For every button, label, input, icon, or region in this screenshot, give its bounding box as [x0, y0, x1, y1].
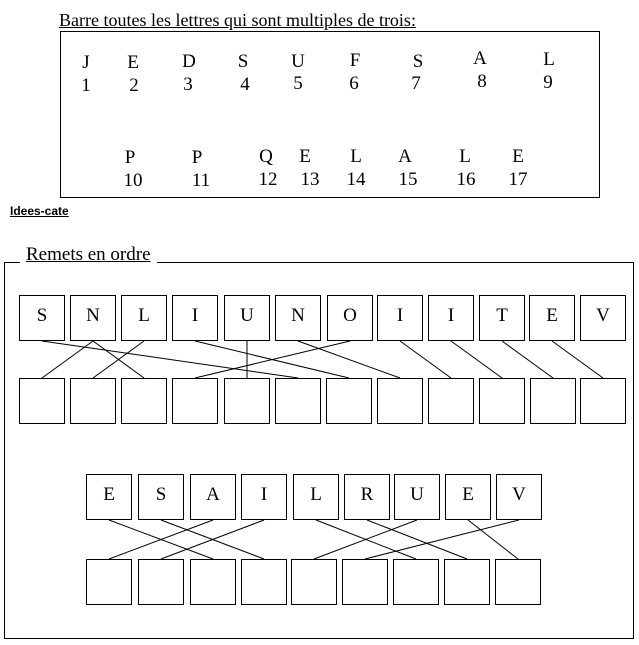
puzzle1-answer-box[interactable] — [224, 378, 270, 424]
puzzle1-letter-box: I — [428, 295, 474, 341]
puzzle1-answer-box[interactable] — [172, 378, 218, 424]
puzzle1-connector-line — [298, 341, 400, 378]
puzzle1-answer-box[interactable] — [530, 378, 576, 424]
puzzle2-letter-box: L — [293, 474, 339, 520]
puzzle1-connector-line — [552, 341, 603, 378]
puzzle2-letter-box: A — [190, 474, 236, 520]
exercise1-letter[interactable]: E — [299, 146, 311, 167]
puzzle2-letter-box: V — [496, 474, 542, 520]
exercise1-letter[interactable]: S — [237, 51, 249, 72]
exercise2-title: Remets en ordre — [20, 244, 157, 266]
puzzle1-answer-box[interactable] — [479, 378, 525, 424]
puzzle2-letter-box: R — [344, 474, 390, 520]
puzzle1-answer-box[interactable] — [70, 378, 116, 424]
puzzle2-letter-box: S — [138, 474, 184, 520]
puzzle2-connector-line — [365, 520, 519, 559]
puzzle1-letter-box: I — [172, 295, 218, 341]
exercise1-letter[interactable]: S — [412, 51, 424, 72]
exercise1-letter[interactable]: U — [291, 51, 305, 72]
exercise1-number: 2 — [129, 75, 139, 96]
exercise1-letter[interactable]: P — [124, 147, 136, 168]
exercise1-number: 3 — [183, 74, 193, 95]
exercise1-letter[interactable]: F — [349, 50, 361, 71]
puzzle1-letter-box: L — [121, 295, 167, 341]
puzzle2-answer-box[interactable] — [241, 559, 287, 605]
exercise1-number: 9 — [543, 72, 553, 93]
exercise1-letter[interactable]: A — [473, 48, 487, 69]
puzzle1-answer-box[interactable] — [121, 378, 167, 424]
puzzle1-letter-box: N — [70, 295, 116, 341]
exercise1-number: 11 — [191, 170, 211, 191]
puzzle2-letter-box: E — [86, 474, 132, 520]
exercise1-letter[interactable]: L — [543, 49, 555, 70]
exercise1-number: 7 — [411, 73, 421, 94]
exercise1-letter[interactable]: J — [82, 52, 90, 73]
puzzle2-letter-box: E — [445, 474, 491, 520]
puzzle2-answer-box[interactable] — [86, 559, 132, 605]
puzzle2-answer-box[interactable] — [190, 559, 236, 605]
puzzle1-letter-box: U — [224, 295, 270, 341]
exercise1-number: 17 — [508, 169, 528, 190]
exercise1-number: 13 — [300, 169, 320, 190]
puzzle1-connector-line — [502, 341, 553, 378]
puzzle1-letter-box: E — [529, 295, 575, 341]
exercise1-letter[interactable]: P — [191, 147, 203, 168]
exercise1-number: 4 — [240, 74, 250, 95]
puzzle1-letter-box: O — [327, 295, 373, 341]
exercise1-number: 15 — [398, 169, 418, 190]
exercise1-number: 10 — [123, 170, 143, 191]
exercise1-number: 14 — [346, 169, 366, 190]
puzzle2-letter-box: U — [394, 474, 440, 520]
exercise1-letter[interactable]: E — [127, 52, 139, 73]
exercise1-letter[interactable]: L — [459, 146, 471, 167]
puzzle1-answer-box[interactable] — [19, 378, 65, 424]
puzzle2-answer-box[interactable] — [444, 559, 490, 605]
exercise1-number: 16 — [456, 169, 476, 190]
puzzle2-answer-box[interactable] — [342, 559, 388, 605]
puzzle1-letter-box: V — [580, 295, 626, 341]
exercise1-letter[interactable]: Q — [259, 146, 273, 167]
puzzle1-letter-box: T — [479, 295, 525, 341]
puzzle2-connector-line — [367, 520, 467, 559]
exercise1-letter[interactable]: E — [512, 146, 524, 167]
puzzle1-connector-line — [400, 341, 451, 378]
exercise1-letter[interactable]: D — [182, 51, 196, 72]
puzzle1-letter-box: N — [275, 295, 321, 341]
puzzle2-answer-box[interactable] — [495, 559, 541, 605]
exercise1-number: 12 — [258, 169, 278, 190]
exercise1-number: 5 — [293, 73, 303, 94]
puzzle2-answer-box[interactable] — [393, 559, 439, 605]
puzzle1-letter-box: S — [19, 295, 65, 341]
puzzle1-connector-line — [42, 341, 298, 378]
puzzle2-connector-line — [468, 520, 518, 559]
puzzle1-answer-box[interactable] — [275, 378, 321, 424]
exercise1-number: 1 — [81, 75, 91, 96]
exercise1-number: 8 — [477, 71, 487, 92]
exercise1-instruction: Barre toutes les lettres qui sont multiples de trois: — [59, 10, 416, 30]
puzzle2-letter-box: I — [241, 474, 287, 520]
exercise1-number: 6 — [349, 73, 359, 94]
puzzle1-connector-line — [451, 341, 502, 378]
puzzle1-answer-box[interactable] — [580, 378, 626, 424]
puzzle1-letter-box: I — [377, 295, 423, 341]
watermark: Idees-cate — [10, 204, 69, 218]
puzzle1-answer-box[interactable] — [377, 378, 423, 424]
exercise1-letter[interactable]: L — [350, 146, 362, 167]
puzzle2-answer-box[interactable] — [138, 559, 184, 605]
exercise1-letter[interactable]: A — [398, 146, 412, 167]
puzzle1-answer-box[interactable] — [428, 378, 474, 424]
puzzle1-answer-box[interactable] — [326, 378, 372, 424]
puzzle2-answer-box[interactable] — [291, 559, 337, 605]
puzzle1-connector-line — [42, 341, 93, 378]
